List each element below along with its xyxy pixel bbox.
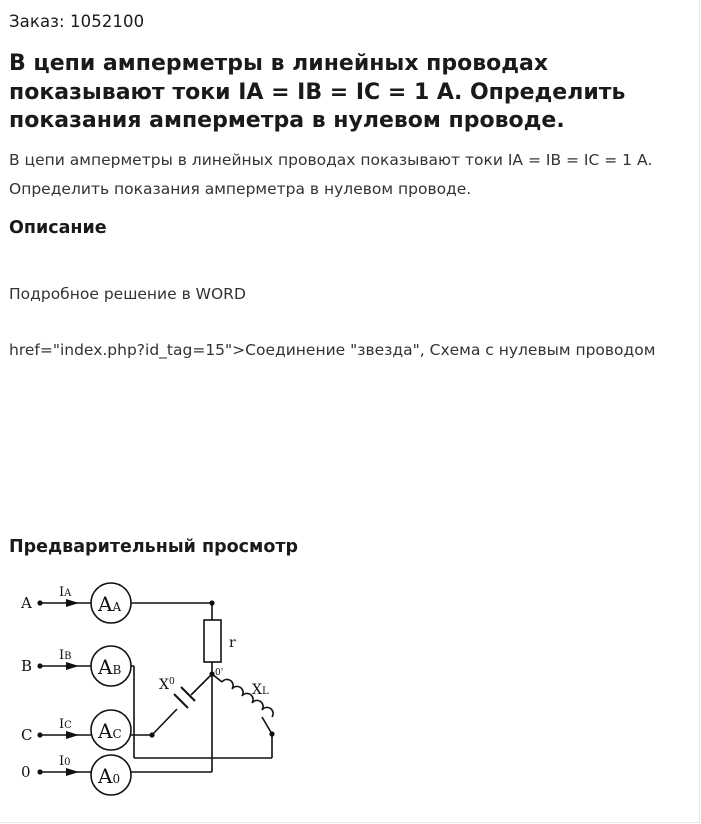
ammeter-b-label: AB	[98, 655, 122, 679]
current-ib-label: IB	[59, 648, 72, 663]
resistor-label: r	[229, 635, 236, 651]
order-number: Заказ: 1052100	[9, 12, 145, 31]
arrow-ib	[66, 662, 79, 670]
arrow-ia	[66, 599, 79, 607]
terminal-c-dot	[37, 732, 42, 737]
ammeter-0-label: A0	[98, 764, 121, 788]
terminal-b-label: B	[21, 657, 33, 675]
description-paragraph-2[interactable]: href="index.php?id_tag=15">Соединение "звезда", Схема с нулевым проводом	[9, 341, 656, 359]
ammeter-c-label: AC	[98, 719, 122, 743]
lead-text: В цепи амперметры в линейных проводах показывают токи IA = IB = IC = 1 А. Определить показания амперметра в нулевом проводе.	[9, 151, 653, 198]
wire-inductor-b	[262, 717, 272, 734]
terminal-0-label: 0	[21, 763, 31, 781]
terminal-a-dot	[37, 600, 42, 605]
ammeter-a-label: AA	[98, 592, 122, 616]
terminal-b-dot	[37, 663, 42, 668]
page-title: В цепи амперметры в линейных проводах показывают токи IA = IB = IC = 1 А. Определить показания амперметра в нулевом проводе.	[9, 51, 626, 133]
arrow-i0	[66, 768, 79, 776]
inductor-label: XL	[252, 682, 269, 698]
wire-capacitor-c	[152, 709, 177, 735]
current-ic-label: IC	[59, 717, 72, 732]
description-paragraph-1: Подробное решение в WORD	[9, 285, 246, 303]
preview-heading: Предварительный просмотр	[9, 537, 299, 557]
node-0-prime	[209, 671, 214, 676]
capacitor-label: $X^0$	[159, 677, 175, 693]
capacitor-plate-2	[174, 694, 188, 708]
circuit-diagram	[9, 575, 309, 805]
terminal-0-dot	[37, 769, 42, 774]
description-heading: Описание	[9, 218, 107, 238]
wire-node-capacitor	[191, 674, 212, 695]
node-label: 0'	[215, 668, 224, 678]
arrow-ic	[66, 731, 79, 739]
terminal-c-label: C	[21, 726, 33, 744]
current-i0-label: I0	[59, 754, 71, 769]
current-ia-label: IA	[59, 585, 72, 600]
terminal-a-label: A	[21, 594, 32, 612]
resistor-r	[204, 620, 221, 662]
